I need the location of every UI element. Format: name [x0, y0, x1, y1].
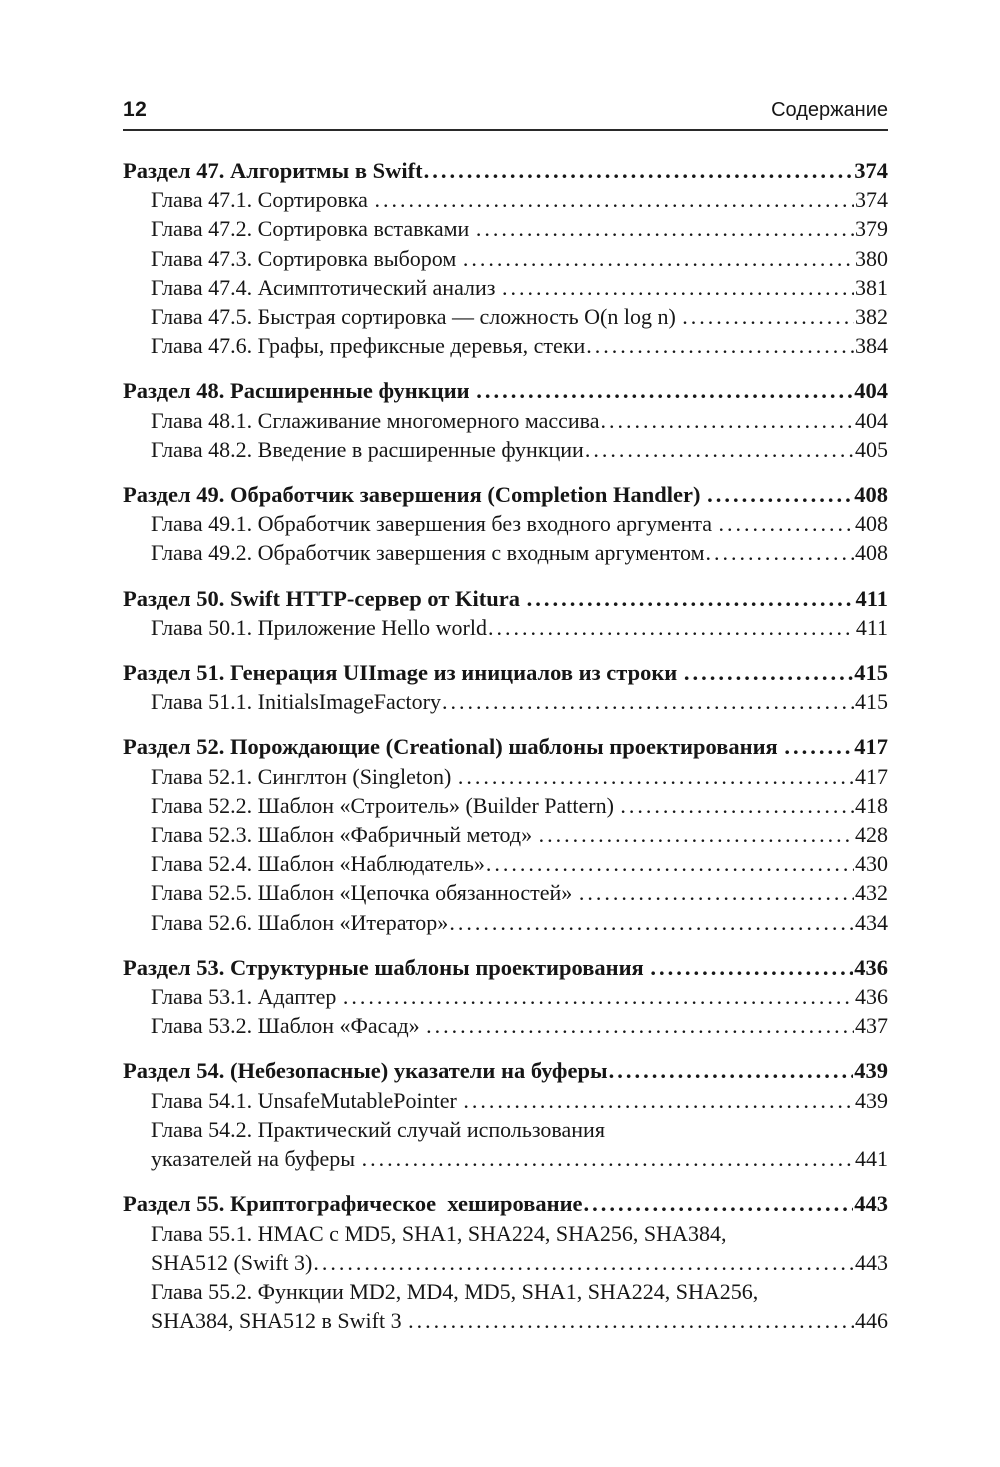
toc-entry — [123, 732, 888, 761]
toc-leader-dots — [458, 762, 854, 791]
toc-leader-dots — [586, 331, 854, 360]
toc-entry-title: Глава 47.3. Сортировка выбором — [151, 245, 462, 271]
toc-page-number: 443 — [855, 1249, 888, 1275]
toc-entry-title: Раздел 53. Структурные шаблоны проектирования — [123, 954, 650, 980]
toc-leader-dots — [579, 878, 854, 907]
toc-entry-title: SHA384, SHA512 в Swift 3 — [151, 1308, 408, 1334]
toc-entry — [123, 538, 888, 567]
toc-entry-title: Глава 52.5. Шаблон «Цепочка обязанностей» — [151, 880, 578, 906]
toc-entry — [123, 878, 888, 907]
toc-entry — [123, 331, 888, 360]
toc-entry-title: Глава 48.2. Введение в расширенные функции — [151, 436, 584, 462]
toc-page-number: 439 — [855, 1087, 888, 1113]
toc-entry — [123, 156, 888, 185]
toc-entry-title: Глава 52.1. Синглтон (Singleton) — [151, 763, 457, 789]
toc-entry-title: Глава 51.1. InitialsImageFactory — [151, 689, 441, 715]
toc-page-number: 405 — [855, 436, 888, 462]
toc-entry-title: Глава 47.4. Асимптотический анализ — [151, 274, 501, 300]
toc-leader-dots — [476, 214, 854, 243]
toc-entry — [123, 376, 888, 405]
toc-leader-dots — [486, 849, 854, 878]
toc-entry — [123, 480, 888, 509]
toc-page-number: 439 — [854, 1058, 888, 1084]
toc-leader-dots — [584, 1189, 854, 1218]
toc-entry-title: Раздел 51. Генерация UIImage из инициалов из строки — [123, 660, 683, 686]
toc-entry — [123, 185, 888, 214]
toc-entry — [123, 1219, 888, 1277]
toc-entry — [123, 406, 888, 435]
toc-page-number: 408 — [854, 482, 888, 508]
toc-page-number: 428 — [855, 822, 888, 848]
toc-leader-dots — [609, 1056, 854, 1085]
toc-entry — [123, 820, 888, 849]
toc-page-number: 417 — [854, 734, 888, 760]
toc-leader-dots — [463, 1086, 854, 1115]
toc-page-number: 441 — [855, 1146, 888, 1172]
toc-leader-dots — [719, 509, 855, 538]
toc-entry-title: Глава 49.2. Обработчик завершения с входным аргументом — [151, 540, 705, 566]
toc-entry — [123, 982, 888, 1011]
toc-entry-title: указателей на буферы — [151, 1146, 361, 1172]
page-header — [123, 98, 888, 122]
toc-page-number: 437 — [855, 1013, 888, 1039]
toc-entry — [123, 1115, 888, 1173]
toc-entry-title: Глава 47.2. Сортировка вставками — [151, 216, 475, 242]
running-head-title: Содержание — [771, 99, 888, 121]
toc-leader-dots — [424, 156, 854, 185]
toc-page-number: 379 — [855, 216, 888, 242]
toc-leader-dots — [313, 1248, 854, 1277]
toc-page-number: 430 — [855, 851, 888, 877]
toc-entry-title-line1: Глава 54.2. Практический случай использования — [151, 1116, 605, 1142]
toc-leader-dots — [362, 1144, 854, 1173]
toc-page-number: 415 — [855, 689, 888, 715]
header-rule — [123, 129, 888, 131]
toc-leader-dots — [527, 584, 855, 613]
toc-page-number: 443 — [854, 1191, 888, 1217]
toc-leader-dots — [601, 406, 854, 435]
toc-entry-title: Раздел 52. Порождающие (Creational) шаблоны проектирования — [123, 734, 784, 760]
toc-entry — [123, 509, 888, 538]
toc-leader-dots — [463, 244, 854, 273]
toc-entry-title: Глава 49.1. Обработчик завершения без входного аргумента — [151, 511, 718, 537]
toc-entry-title: Глава 52.6. Шаблон «Итератор» — [151, 909, 449, 935]
toc-page-number: 432 — [855, 880, 888, 906]
toc-entry-title: Глава 52.3. Шаблон «Фабричный метод» — [151, 822, 538, 848]
toc-leader-dots — [426, 1011, 854, 1040]
toc-page-number: 404 — [854, 378, 888, 404]
toc-entry — [123, 1086, 888, 1115]
toc-page-number: 446 — [855, 1308, 888, 1334]
toc-entry-title: SHA512 (Swift 3) — [151, 1249, 313, 1275]
toc-list — [123, 156, 888, 1335]
toc-page-number: 381 — [855, 274, 888, 300]
toc-entry — [123, 762, 888, 791]
toc-entry — [123, 435, 888, 464]
toc-entry — [123, 302, 888, 331]
toc-leader-dots — [343, 982, 854, 1011]
toc-entry-title-line1: Глава 55.1. HMAC с MD5, SHA1, SHA224, SHA256, SHA384, — [151, 1220, 727, 1246]
toc-leader-dots — [620, 791, 854, 820]
toc-entry-title: Раздел 54. (Небезопасные) указатели на буферы — [123, 1058, 608, 1084]
toc-page-number: 408 — [855, 540, 888, 566]
toc-entry — [123, 273, 888, 302]
toc-entry-title: Глава 50.1. Приложение Hello world — [151, 614, 487, 640]
toc-leader-dots — [442, 687, 854, 716]
toc-entry-title: Глава 52.4. Шаблон «Наблюдатель» — [151, 851, 485, 877]
page-number: 12 — [123, 98, 148, 121]
toc-entry-title: Глава 53.1. Адаптер — [151, 984, 342, 1010]
toc-entry — [123, 849, 888, 878]
toc-entry-title: Глава 48.1. Сглаживание многомерного массива — [151, 407, 600, 433]
toc-entry-title: Раздел 48. Расширенные функции — [123, 378, 476, 404]
toc-entry — [123, 687, 888, 716]
toc-entry — [123, 1277, 888, 1335]
toc-entry-title: Раздел 49. Обработчик завершения (Completion Handler) — [123, 482, 707, 508]
toc-page-number: 415 — [854, 660, 888, 686]
toc-page-number: 382 — [855, 304, 888, 330]
toc-entry — [123, 613, 888, 642]
toc-entry — [123, 244, 888, 273]
toc-entry — [123, 214, 888, 243]
toc-leader-dots — [374, 185, 854, 214]
toc-entry-title: Глава 47.5. Быстрая сортировка — сложность O(n log n) — [151, 304, 682, 330]
toc-page-number: 411 — [855, 585, 888, 611]
toc-page-number: 408 — [855, 511, 888, 537]
toc-entry-title: Глава 53.2. Шаблон «Фасад» — [151, 1013, 426, 1039]
toc-entry-title: Раздел 47. Алгоритмы в Swift — [123, 158, 423, 183]
toc-entry-title: Глава 52.2. Шаблон «Строитель» (Builder Pattern) — [151, 792, 620, 818]
toc-page-number: 411 — [855, 614, 888, 640]
toc-leader-dots — [682, 302, 854, 331]
toc-page-number: 374 — [854, 158, 888, 183]
toc-leader-dots — [585, 435, 854, 464]
toc-leader-dots — [707, 480, 853, 509]
toc-entry — [123, 584, 888, 613]
toc-leader-dots — [476, 376, 853, 405]
toc-entry — [123, 908, 888, 937]
toc-entry — [123, 658, 888, 687]
toc-entry — [123, 1189, 888, 1218]
toc-leader-dots — [502, 273, 854, 302]
toc-page-number: 374 — [855, 187, 888, 213]
toc-leader-dots — [784, 732, 853, 761]
toc-entry — [123, 953, 888, 982]
toc-leader-dots — [408, 1306, 854, 1335]
toc-entry-title: Глава 47.1. Сортировка — [151, 187, 374, 213]
toc-leader-dots — [539, 820, 854, 849]
toc-page-number: 418 — [855, 792, 888, 818]
toc-entry — [123, 1011, 888, 1040]
toc-page-number: 380 — [855, 245, 888, 271]
toc-page-number: 436 — [855, 984, 888, 1010]
toc-entry-title: Раздел 55. Криптографическое хеширование — [123, 1191, 583, 1217]
toc-entry — [123, 1056, 888, 1085]
toc-page-number: 436 — [854, 954, 888, 980]
toc-leader-dots — [449, 908, 854, 937]
toc-leader-dots — [684, 658, 853, 687]
toc-leader-dots — [650, 953, 853, 982]
toc-entry-title: Раздел 50. Swift HTTP-сервер от Kitura — [123, 585, 526, 611]
toc-page-number: 404 — [855, 407, 888, 433]
toc-entry-title-line1: Глава 55.2. Функции MD2, MD4, MD5, SHA1, SHA224, SHA256, — [151, 1278, 759, 1304]
toc-page-number: 434 — [855, 909, 888, 935]
toc-page-number: 384 — [855, 333, 888, 359]
toc-leader-dots — [488, 613, 855, 642]
toc-entry — [123, 791, 888, 820]
toc-entry-title: Глава 54.1. UnsafeMutablePointer — [151, 1087, 463, 1113]
toc-page-number: 417 — [855, 763, 888, 789]
toc-entry-title: Глава 47.6. Графы, префиксные деревья, стеки — [151, 333, 586, 359]
toc-leader-dots — [706, 538, 854, 567]
